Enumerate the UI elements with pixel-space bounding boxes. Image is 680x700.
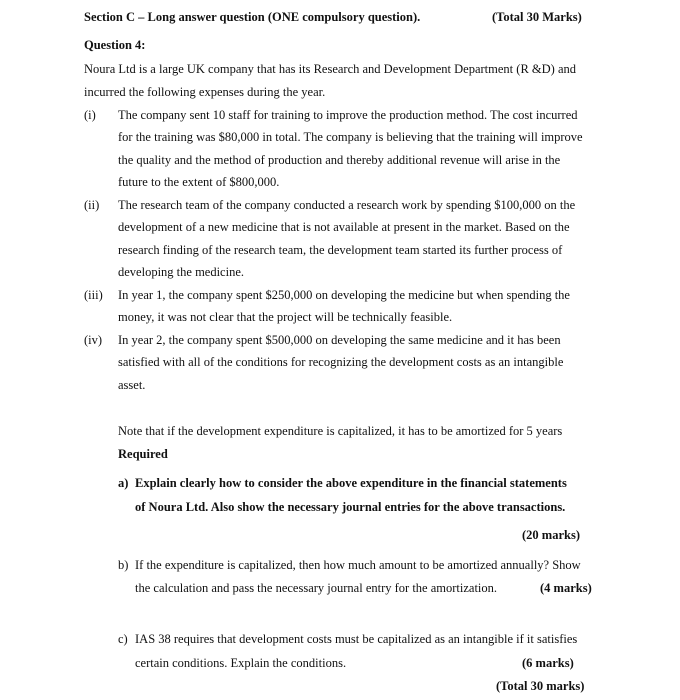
item-i-line-3: the quality and the method of production and thereby additional revenue will arise in the — [118, 153, 561, 167]
item-numeral-i: (i) — [84, 108, 96, 122]
part-a-label: a) — [118, 476, 129, 490]
item-i-line-1: The company sent 10 staff for training to improve the production method. The cost incurred — [118, 108, 578, 122]
part-b-marks: (4 marks) — [540, 581, 592, 595]
part-c-marks: (6 marks) — [522, 656, 574, 670]
item-iii-line-1: In year 1, the company spent $250,000 on developing the medicine but when spending the — [118, 288, 570, 302]
item-ii-line-2: development of a new medicine that is not available at present in the market. Based on the — [118, 220, 570, 234]
part-c-line-2: certain conditions. Explain the conditions. — [135, 656, 347, 670]
item-ii-line-3: research finding of the research team, the development team started its further process of — [118, 243, 563, 257]
part-c-label: c) — [118, 632, 128, 646]
item-numeral-iv: (iv) — [84, 333, 103, 347]
total-marks-footer: (Total 30 marks) — [496, 679, 585, 693]
part-c-line-1: IAS 38 requires that development costs must be capitalized as an intangible if it satisfies — [135, 632, 578, 646]
item-iv-line-3: asset. — [118, 378, 146, 392]
item-iv-line-1: In year 2, the company spent $500,000 on developing the same medicine and it has been — [118, 333, 561, 347]
question-title: Question 4: — [84, 38, 146, 52]
item-i-line-4: future to the extent of $800,000. — [118, 175, 280, 189]
required-label: Required — [118, 447, 168, 461]
item-ii-line-1: The research team of the company conducted a research work by spending $100,000 on the — [118, 198, 576, 212]
item-iii-line-2: money, it was not clear that the project will be technically feasible. — [118, 310, 453, 324]
part-a-line-1: Explain clearly how to consider the above expenditure in the financial statements — [135, 476, 567, 490]
item-ii-line-4: developing the medicine. — [118, 265, 245, 279]
intro-line-1: Noura Ltd is a large UK company that has its Research and Development Department (R &D) and — [84, 62, 576, 76]
item-i-line-2: for the training was $80,000 in total. The company is believing that the training will improve — [118, 130, 583, 144]
item-numeral-ii: (ii) — [84, 198, 100, 212]
part-b-label: b) — [118, 558, 129, 572]
item-numeral-iii: (iii) — [84, 288, 103, 302]
note-text: Note that if the development expenditure is capitalized, it has to be amortized for 5 years — [118, 424, 563, 438]
total-marks-header: (Total 30 Marks) — [492, 10, 582, 24]
intro-line-2: incurred the following expenses during the year. — [84, 85, 326, 99]
section-title: Section C – Long answer question (ONE compulsory question). — [84, 10, 421, 24]
item-iv-line-2: satisfied with all of the conditions for recognizing the development costs as an intangible — [118, 355, 564, 369]
part-b-line-1: If the expenditure is capitalized, then how much amount to be amortized annually? Show — [135, 558, 581, 572]
part-a-line-2: of Noura Ltd. Also show the necessary journal entries for the above transactions. — [135, 500, 566, 514]
part-b-line-2: the calculation and pass the necessary journal entry for the amortization. — [135, 581, 498, 595]
part-a-marks: (20 marks) — [522, 528, 580, 542]
